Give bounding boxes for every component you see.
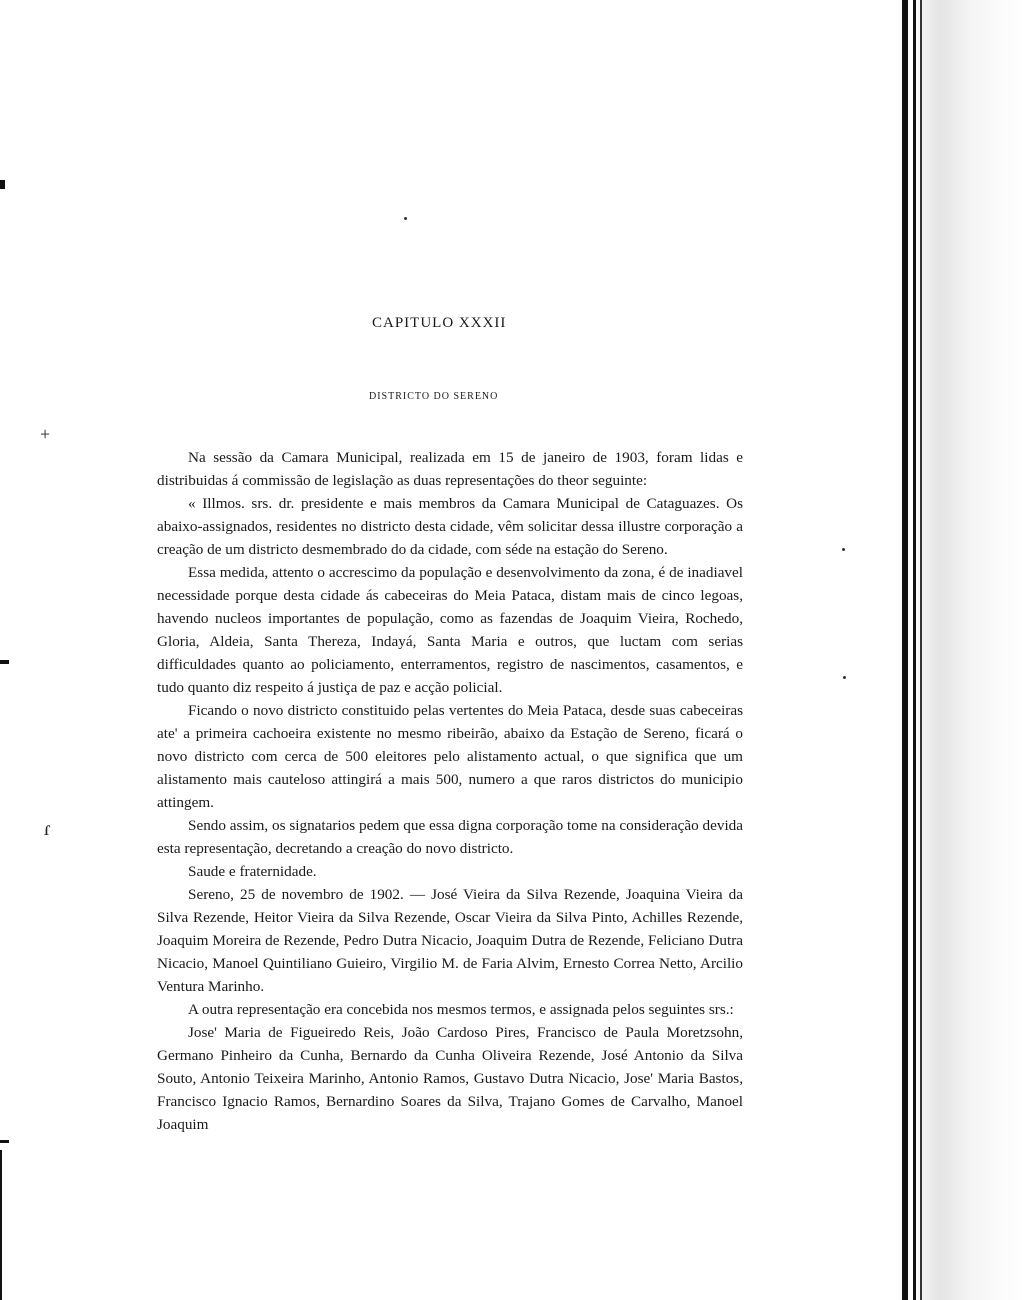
paragraph: Na sessão da Camara Municipal, realizada em 15 de janeiro de 1903, foram lidas e distribuidas á commissão de legislação as duas representações do theor seguinte: (157, 449, 743, 489)
chapter-title: CAPITULO XXXII (372, 315, 507, 331)
margin-mark (0, 1150, 2, 1300)
book-spine-line (920, 0, 922, 1300)
chapter-subtitle: DISTRICTO DO SERENO (369, 391, 499, 402)
book-spine-line (913, 0, 916, 1300)
paragraph: A outra representação era concebida nos mesmos termos, e assignada pelos seguintes srs.: (188, 1001, 734, 1018)
paragraph: Saude e fraternidade. (188, 863, 317, 880)
margin-mark (0, 180, 5, 189)
page-edge-shadow (900, 0, 1023, 1300)
margin-mark (0, 1140, 9, 1143)
paragraph: Ficando o novo districto constituido pelas vertentes do Meia Pataca, desde suas cabeceiras ate' a primeira cachoeira existente no mesmo ribeirão, abaixo da Estação de Sereno, ficará o novo districto com cerca de 500 eleitores pelo alistamento actual, o que significa que um alistamento mais cauteloso attingirá a mais 500, numero a que raros districtos do municipio attingem. (157, 702, 743, 811)
paragraph: Sendo assim, os signatarios pedem que essa digna corporação tome na consideração devida esta representação, decretando a creação do novo districto. (157, 817, 743, 857)
ink-speck (843, 676, 846, 679)
paragraph: Jose' Maria de Figueiredo Reis, João Cardoso Pires, Francisco de Paula Moretzsohn, Germano Pinheiro da Cunha, Bernardo da Cunha Oliveira Rezende, José Antonio da Silva Souto, Antonio Teixeira Marinho, Antonio Ramos, Gustavo Dutra Nicacio, Jose' Maria Bastos, Francisco Ignacio Ramos, Bernardino Soares da Silva, Trajano Gomes de Carvalho, Manoel Joaquim (157, 1024, 743, 1133)
paragraph: Sereno, 25 de novembro de 1902. — José Vieira da Silva Rezende, Joaquina Vieira da Silva Rezende, Heitor Vieira da Silva Rezende, Oscar Vieira da Silva Pinto, Achilles Rezende, Joaquim Moreira de Rezende, Pedro Dutra Nicacio, Joaquim Dutra de Rezende, Feliciano Dutra Nicacio, Manoel Quintiliano Guieiro, Virgilio M. de Faria Alvim, Ernesto Correa Netto, Arcilio Ventura Marinho. (157, 886, 743, 995)
paragraph: « Illmos. srs. dr. presidente e mais membros da Camara Municipal de Cataguazes. Os abaixo-assignados, residentes no districto desta cidade, vêm solicitar dessa illustre corporação a creação de um districto desmembrado do da cidade, com séde na estação do Sereno. (157, 495, 743, 558)
margin-mark (0, 660, 9, 664)
ink-mark-icon: ɾ (44, 818, 51, 840)
book-spine-line (902, 0, 908, 1300)
cross-mark-icon: + (40, 424, 51, 444)
paragraph: Essa medida, attento o accrescimo da população e desenvolvimento da zona, é de inadiavel necessidade porque desta cidade ás cabeceiras do Meia Pataca, distam mais de cinco legoas, havendo nucleos importantes de população, como as fazendas de Joaquim Vieira, Rochedo, Gloria, Aldeia, Santa Thereza, Indayá, Santa Maria e outros, que luctam com serias difficuldades quanto ao policiamento, enterramentos, registro de nascimentos, casamentos, e tudo quanto diz respeito á justiça de paz e acção policial. (157, 564, 743, 696)
ink-speck (404, 217, 407, 220)
body-text (157, 446, 743, 1136)
ink-speck (842, 548, 845, 551)
